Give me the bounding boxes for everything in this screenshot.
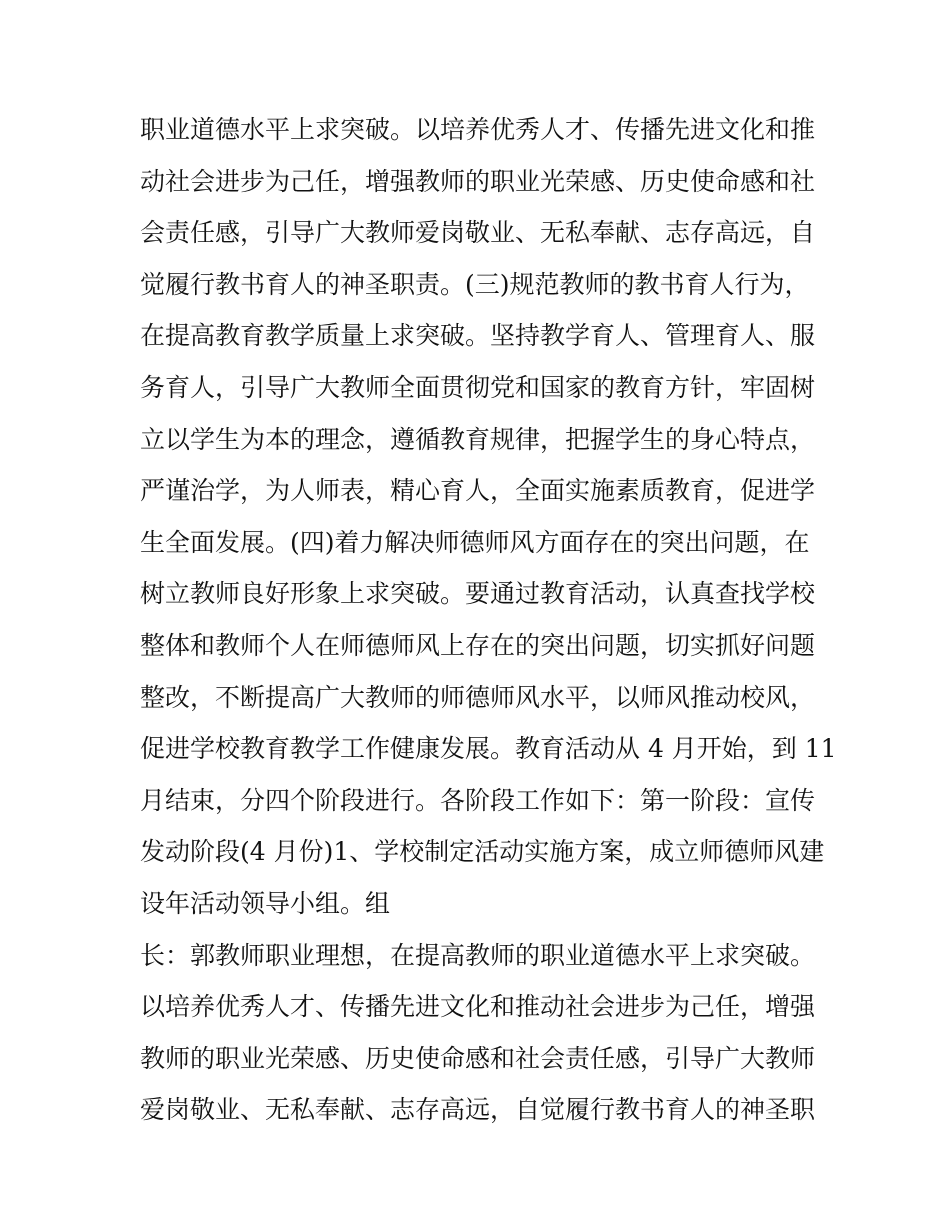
- text-line-4: 觉履行教书育人的神圣职责。(三)规范教师的教书育人行为，: [140, 269, 810, 299]
- text-line-16: 设年活动领导小组。组: [140, 888, 391, 918]
- text-line-19: 教师的职业光荣感、历史使命感和社会责任感，引导广大教师: [140, 1043, 816, 1073]
- text-line-13: 促进学校教育教学工作健康发展。教育活动从 4 月开始，到 11: [140, 734, 837, 764]
- text-line-9: 生全面发展。(四)着力解决师德师风方面存在的突出问题，在: [140, 527, 810, 557]
- text-line-20: 爱岗敬业、无私奉献、志存高远，自觉履行教书育人的神圣职: [140, 1095, 816, 1125]
- text-line-11: 整体和教师个人在师德师风上存在的突出问题，切实抓好问题: [140, 630, 816, 660]
- text-line-12: 整改，不断提高广大教师的师德师风水平，以师风推动校风，: [140, 682, 816, 712]
- body-text: [140, 104, 837, 1136]
- text-line-17: 长：郭教师职业理想，在提高教师的职业道德水平上求突破。: [140, 940, 816, 970]
- text-line-10: 树立教师良好形象上求突破。要通过教育活动，认真查找学校: [140, 579, 816, 609]
- text-line-3: 会责任感，引导广大教师爱岗敬业、无私奉献、志存高远，自: [140, 218, 816, 248]
- text-line-18: 以培养优秀人才、传播先进文化和推动社会进步为己任，增强: [140, 992, 816, 1022]
- text-line-1: 职业道德水平上求突破。以培养优秀人才、传播先进文化和推: [140, 115, 816, 144]
- text-line-8: 严谨治学，为人师表，精心育人，全面实施素质教育，促进学: [140, 476, 816, 506]
- text-line-14: 月结束，分四个阶段进行。各阶段工作如下：第一阶段：宣传: [140, 785, 816, 815]
- text-line-5: 在提高教育教学质量上求突破。坚持教学育人、管理育人、服: [140, 321, 816, 351]
- text-line-7: 立以学生为本的理念，遵循教育规律，把握学生的身心特点，: [140, 424, 816, 454]
- text-line-15: 发动阶段(4 月份)1、学校制定活动实施方案，成立师德师风建: [140, 837, 825, 867]
- text-line-6: 务育人，引导广大教师全面贯彻党和国家的教育方针，牢固树: [140, 372, 816, 402]
- text-line-2: 动社会进步为己任，增强教师的职业光荣感、历史使命感和社: [140, 166, 816, 196]
